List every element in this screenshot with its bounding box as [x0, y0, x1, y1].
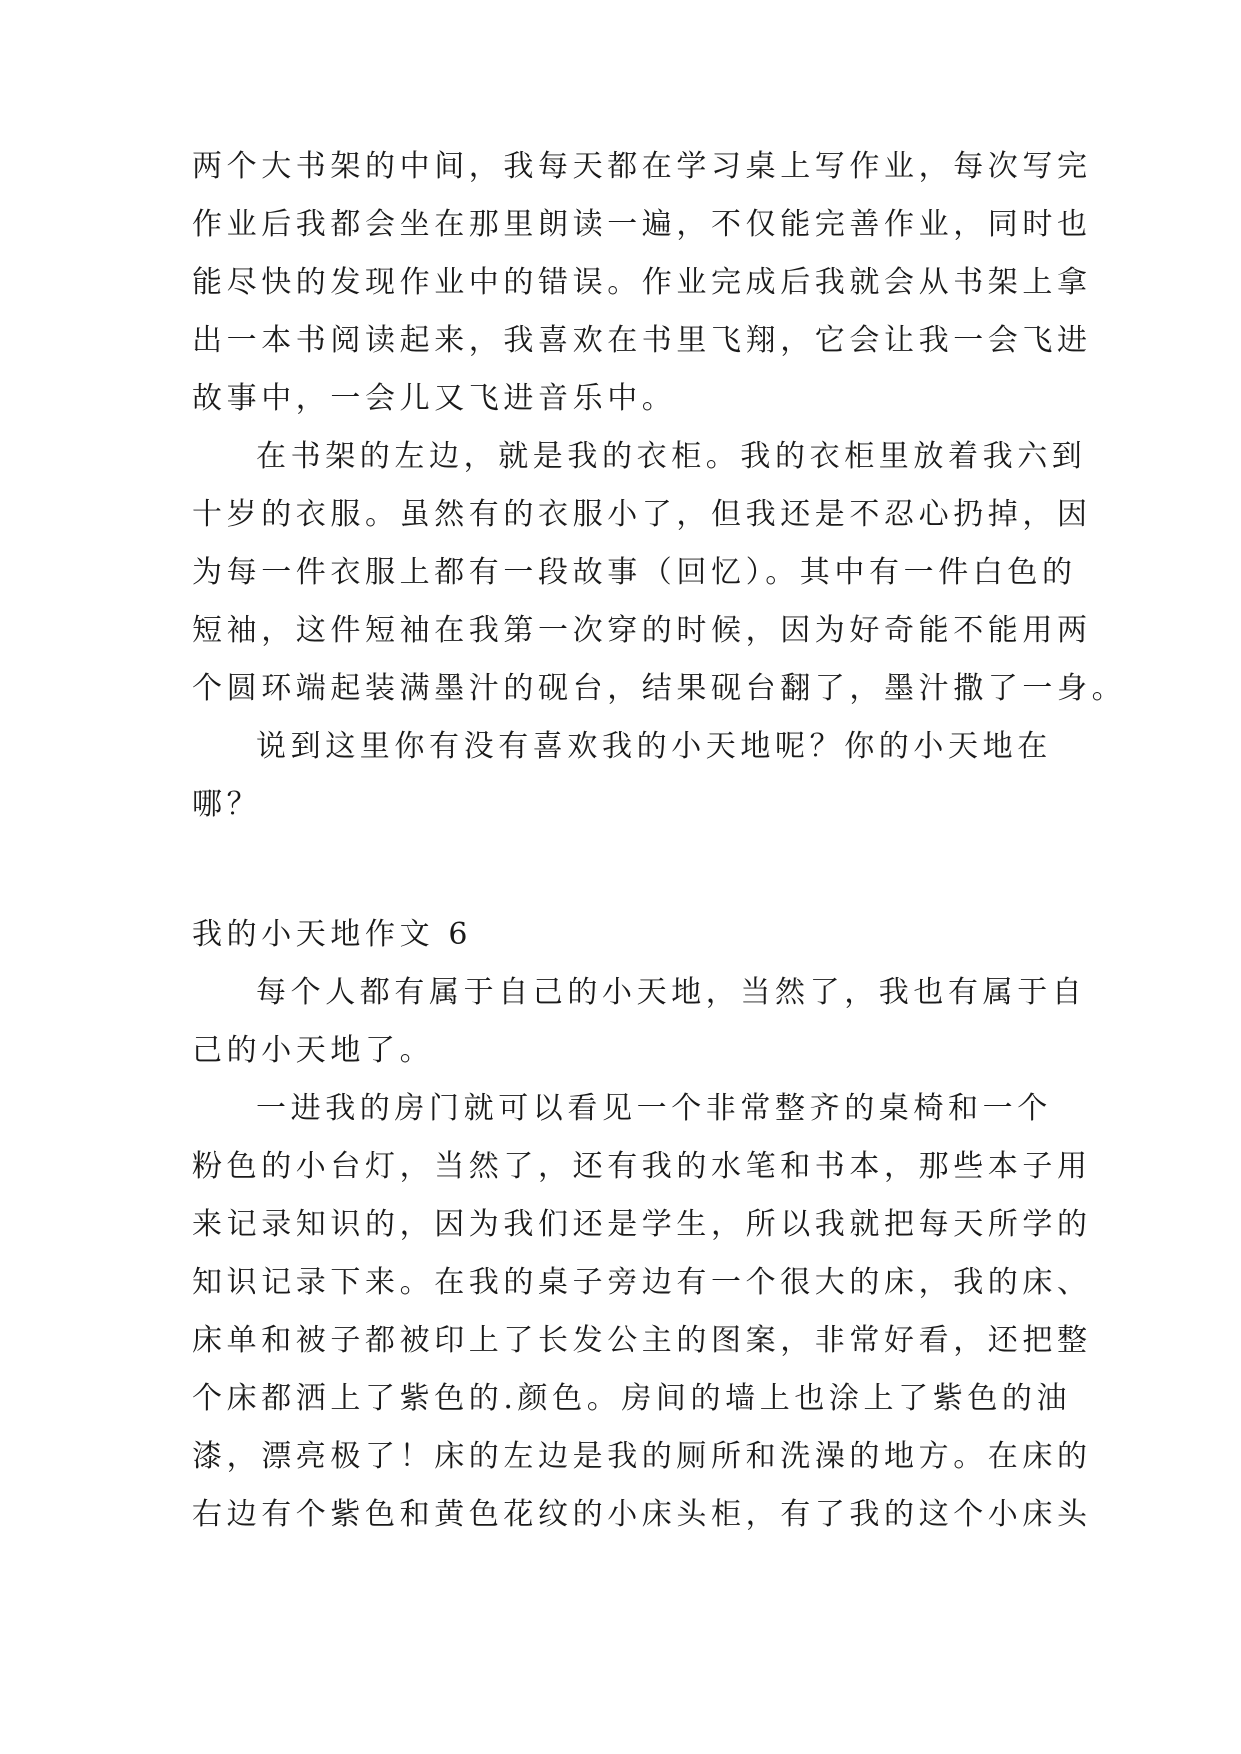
- paragraph-line: 床单和被子都被印上了长发公主的图案，非常好看，还把整: [192, 1323, 1092, 1358]
- paragraph-line: 能尽快的发现作业中的错误。作业完成后我就会从书架上拿: [192, 265, 1092, 300]
- paragraph-line: 知识记录下来。在我的桌子旁边有一个很大的床，我的床、: [192, 1265, 1092, 1300]
- paragraph-line: 右边有个紫色和黄色花纹的小床头柜，有了我的这个小床头: [192, 1497, 1092, 1532]
- paragraph-line: 个床都洒上了紫色的.颜色。房间的墙上也涂上了紫色的油: [192, 1381, 1072, 1416]
- paragraph-line: 出一本书阅读起来，我喜欢在书里飞翔，它会让我一会飞进: [192, 323, 1092, 358]
- paragraph-1: [192, 138, 1092, 428]
- paragraph-line: 在书架的左边，就是我的衣柜。我的衣柜里放着我六到: [256, 439, 1087, 474]
- essay-heading-block: [192, 906, 1052, 964]
- paragraph-line: 短袖，这件短袖在我第一次穿的时候，因为好奇能不能用两: [192, 613, 1092, 648]
- paragraph-line: 漆，漂亮极了！床的左边是我的厕所和洗澡的地方。在床的: [192, 1439, 1092, 1474]
- paragraph-line: 个圆环端起装满墨汁的砚台，结果砚台翻了，墨汁撒了一身。: [192, 671, 1127, 706]
- paragraph-4: [192, 964, 1087, 1080]
- paragraph-line: 作业后我都会坐在那里朗读一遍，不仅能完善作业，同时也: [192, 207, 1092, 242]
- essay-title: 我的小天地作文 6: [192, 917, 473, 952]
- paragraph-2: [192, 428, 1127, 718]
- paragraph-5: [192, 1080, 1092, 1544]
- paragraph-line: 说到这里你有没有喜欢我的小天地呢？你的小天地在: [256, 729, 1052, 764]
- paragraph-line: 来记录知识的，因为我们还是学生，所以我就把每天所学的: [192, 1207, 1092, 1242]
- paragraph-line: 哪？: [192, 787, 262, 822]
- paragraph-line: 己的小天地了。: [192, 1033, 435, 1068]
- paragraph-line: 故事中，一会儿又飞进音乐中。: [192, 381, 677, 416]
- paragraph-3: [192, 718, 1052, 834]
- paragraph-line: 十岁的衣服。虽然有的衣服小了，但我还是不忍心扔掉，因: [192, 497, 1092, 532]
- paragraph-line: 两个大书架的中间，我每天都在学习桌上写作业，每次写完: [192, 149, 1092, 184]
- paragraph-line: 粉色的小台灯，当然了，还有我的水笔和书本，那些本子用: [192, 1149, 1092, 1184]
- paragraph-line: 每个人都有属于自己的小天地，当然了，我也有属于自: [256, 975, 1087, 1010]
- paragraph-line: 一进我的房门就可以看见一个非常整齐的桌椅和一个: [256, 1091, 1052, 1126]
- paragraph-line: 为每一件衣服上都有一段故事（回忆）。其中有一件白色的: [192, 555, 1077, 590]
